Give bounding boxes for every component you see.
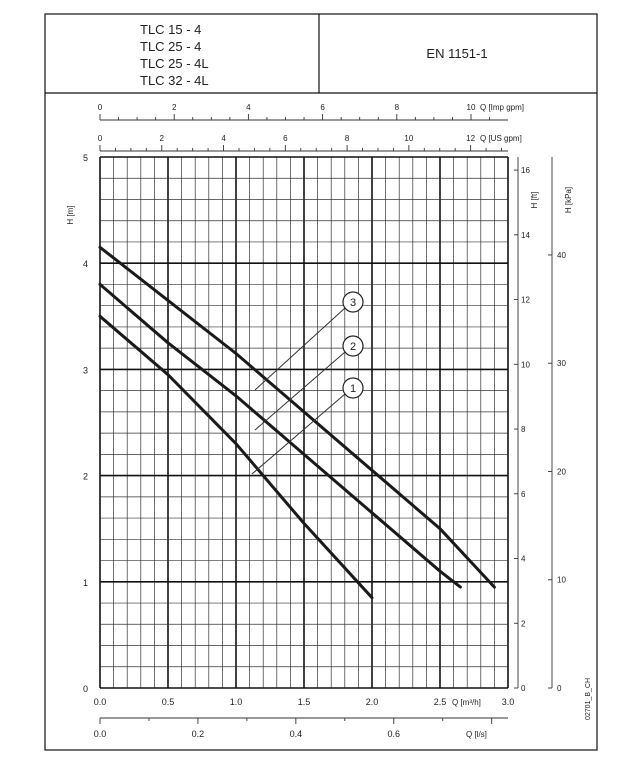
x-impgpm-tick-label: 0 (97, 103, 103, 112)
y-ft-tick-label: 12 (521, 295, 530, 305)
model-name: TLC 25 - 4 (140, 39, 202, 54)
y-left-tick-label: 3 (82, 365, 88, 376)
x-usgpm-tick-label: 10 (404, 134, 414, 143)
x-m3h-tick-label: 3.0 (501, 697, 515, 707)
y-kpa-tick-label: 40 (557, 250, 566, 260)
chart-curves (100, 247, 494, 597)
x-usgpm-tick-label: 8 (344, 134, 350, 143)
y-left-tick-label: 0 (82, 684, 88, 694)
x-m3h-axis-label: Q [m³/h] (452, 698, 481, 707)
pump-curve-3 (100, 247, 494, 587)
x-m3h-tick-label: 2.0 (365, 697, 379, 707)
y-ft-tick-label: 14 (521, 230, 530, 240)
x-impgpm-tick-label: 8 (394, 103, 400, 112)
chart-axes (66, 103, 573, 739)
x-m3h-tick-label: 1.5 (297, 697, 311, 707)
y-left-tick-label: 5 (82, 153, 88, 163)
curve-label: 3 (349, 297, 357, 309)
model-name: TLC 15 - 4 (140, 22, 202, 37)
curve-label: 2 (349, 341, 357, 353)
y-ft-tick-label: 4 (521, 554, 526, 564)
x-impgpm-axis-label: Q [Imp gpm] (480, 103, 525, 112)
y-ft-tick-label: 16 (521, 166, 530, 176)
y-kpa-axis-label: H [kPa] (564, 186, 573, 214)
x-m3h-tick-label: 1.0 (229, 697, 243, 707)
y-kpa-tick-label: 0 (557, 684, 562, 693)
x-ls-tick-label: 0.0 (93, 729, 107, 739)
y-kpa-tick-label: 30 (557, 359, 566, 369)
x-m3h-tick-label: 0.0 (93, 697, 107, 707)
x-m3h-tick-label: 2.5 (433, 697, 447, 707)
x-ls-tick-label: 0.6 (387, 729, 401, 739)
x-usgpm-tick-label: 4 (221, 134, 226, 143)
y-ft-tick-label: 0 (521, 684, 526, 693)
y-left-axis-label: H [m] (66, 205, 75, 225)
model-list (140, 22, 209, 88)
x-ls-axis-label: Q [l/s] (466, 730, 487, 739)
y-left-tick-label: 4 (82, 259, 88, 270)
y-ft-tick-label: 2 (521, 619, 526, 629)
curve-label: 1 (349, 383, 357, 395)
sheet-frame (45, 14, 597, 750)
x-m3h-tick-label: 0.5 (161, 697, 175, 707)
x-usgpm-tick-label: 0 (97, 134, 103, 143)
model-name: TLC 25 - 4L (140, 56, 209, 71)
y-left-tick-label: 1 (82, 577, 88, 588)
x-impgpm-tick-label: 4 (246, 103, 251, 112)
y-ft-tick-label: 6 (521, 489, 526, 499)
x-usgpm-tick-label: 2 (159, 134, 164, 143)
x-usgpm-axis-label: Q [US gpm] (480, 134, 522, 143)
y-ft-tick-label: 10 (521, 360, 530, 370)
x-impgpm-tick-label: 6 (320, 103, 325, 112)
x-impgpm-tick-label: 2 (171, 103, 177, 112)
chart-grid (100, 157, 508, 688)
model-name: TLC 32 - 4L (140, 73, 209, 88)
x-ls-tick-label: 0.2 (191, 729, 205, 739)
x-ls-tick-label: 0.4 (289, 729, 303, 739)
y-kpa-tick-label: 10 (557, 575, 566, 585)
drawing-code: 02701_B_CH (585, 677, 592, 720)
x-impgpm-tick-label: 10 (466, 103, 476, 112)
y-ft-tick-label: 8 (521, 425, 526, 435)
x-usgpm-tick-label: 12 (466, 134, 476, 143)
y-ft-axis-label: H [ft] (530, 191, 539, 209)
x-usgpm-tick-label: 6 (283, 134, 288, 143)
standard-label: EN 1151-1 (426, 46, 488, 61)
y-kpa-tick-label: 20 (557, 467, 566, 477)
y-left-tick-label: 2 (82, 471, 88, 482)
